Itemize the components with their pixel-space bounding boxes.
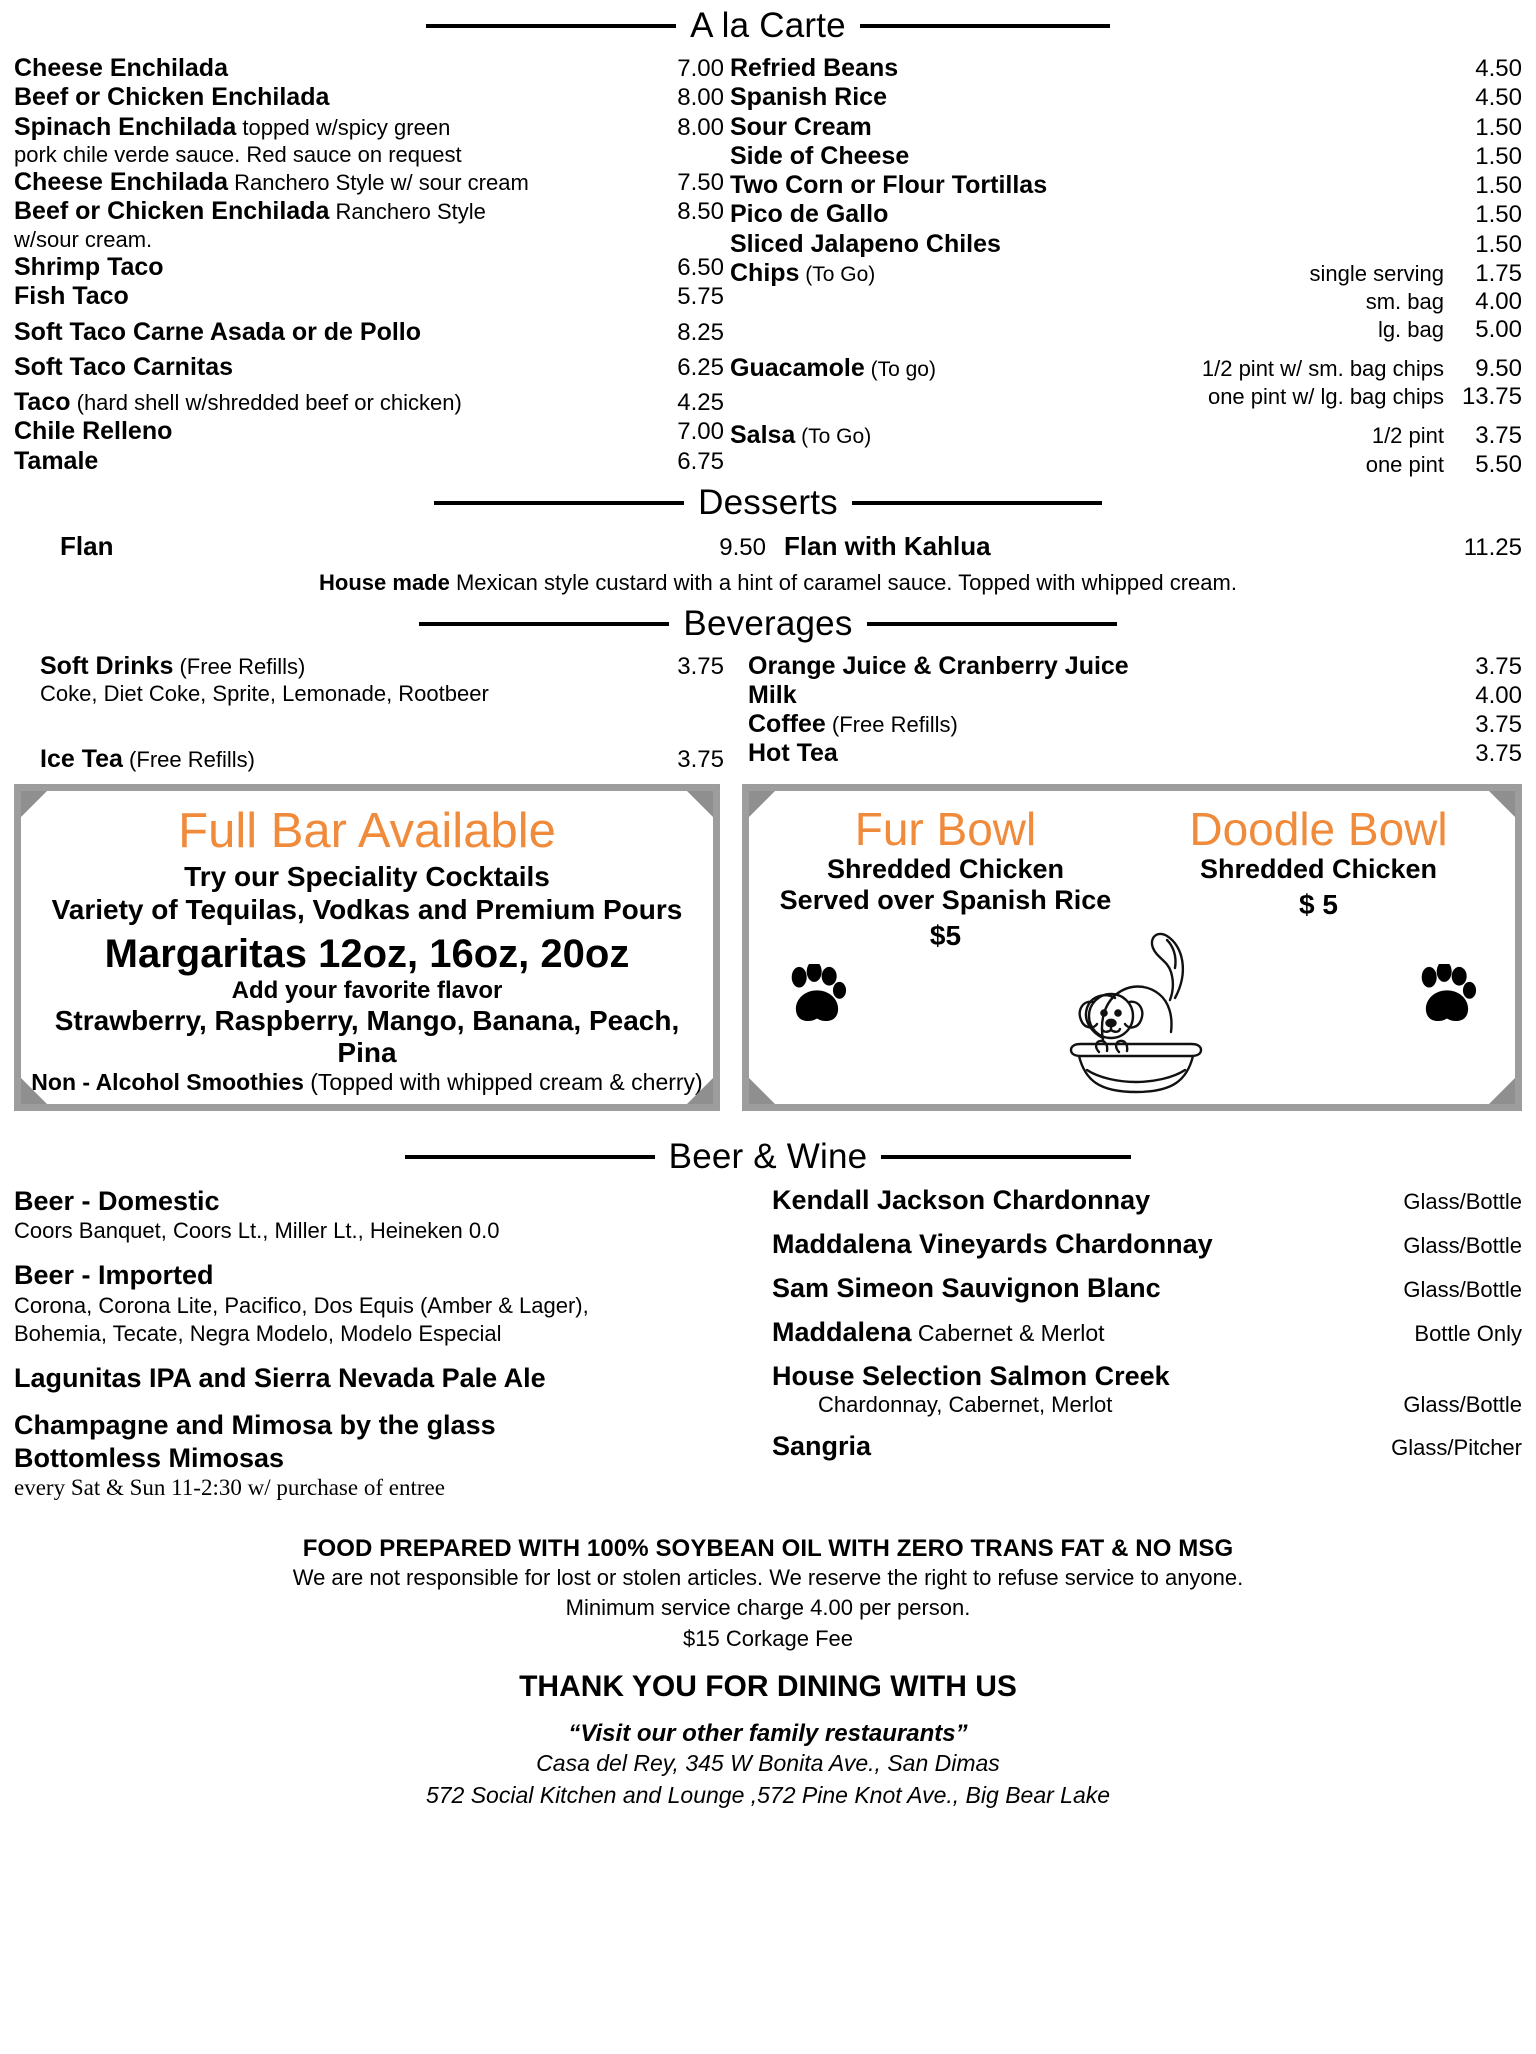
flavors-line: Strawberry, Raspberry, Mango, Banana, Peach, Pina [54,1004,680,1068]
beverage-row [730,739,1522,768]
beverage-row [14,745,724,774]
beverage-row [730,652,1522,681]
menu-item-description: (hard shell w/shredded beef or chicken) [70,390,462,416]
champagne-line1: Champagne and Mimosa by the glass [14,1409,496,1440]
footer-service-charge: Minimum service charge 4.00 per person. [565,1595,971,1621]
footer-corkage-fee: $15 Corkage Fee [683,1625,853,1651]
dessert-name-flan-kahlua: Flan with Kahlua [784,530,991,561]
menu-item-name: Chips (To Go) [730,258,876,287]
wine-name: Kendall Jackson Chardonnay [772,1184,1151,1215]
menu-item-price: 4.50 [1475,55,1522,82]
menu-item-row [14,447,724,476]
menu-item-price: 8.25 [677,318,724,346]
beer-column [14,1185,754,1501]
wine-row [772,1431,1522,1462]
menu-item-subdescription: w/sour cream. [14,226,153,252]
full-bar-promo-box [14,784,720,1111]
beverage-price: 3.75 [677,652,724,680]
footer-liability-notice: We are not responsible for lost or stolen articles. We reserve the right to refuse service to anyone. [292,1564,1244,1590]
menu-item-name: Two Corn or Flour Tortillas [730,171,1048,199]
rule-right [867,622,1117,626]
menu-item-price: 4.50 [1475,84,1522,112]
smoothies-rest: (Topped with whipped cream & cherry) [303,1068,703,1095]
corner-ornament-bottom-right [1489,1078,1515,1104]
menu-item-price: 6.50 [677,254,724,282]
menu-item-price: 9.50 [1475,355,1522,383]
fur-bowl-line1: Shredded Chicken [826,853,1065,884]
menu-item-price: 8.50 [677,198,724,226]
menu-item-name: Guacamole (To go) [730,354,936,383]
menu-item-size-option: one pint [1365,451,1444,477]
menu-item-price: 3.75 [1475,422,1522,450]
menu-item-price: 7.00 [677,55,724,82]
wine-row-group [772,1361,1522,1418]
doodle-bowl-line1: Shredded Chicken [1199,853,1438,884]
menu-item-description: Ranchero Style [329,199,486,225]
footer-address-1: Casa del Rey, 345 W Bonita Ave., San Dimas [536,1749,1000,1776]
menu-item-name: Shrimp Taco [14,253,164,282]
section-title: Beverages [683,603,853,643]
beverage-name: Coffee (Free Refills) [748,709,958,738]
menu-item-name: Beef or Chicken Enchilada [14,83,330,112]
dessert-note-rest: Mexican style custard with a hint of caramel sauce. Topped with whipped cream. [449,569,1237,595]
menu-item-name: Cheese Enchilada [14,54,228,82]
menu-item-row [730,288,1522,316]
smoothies-line [31,1069,703,1096]
rule-right [852,501,1102,505]
beverage-row [730,710,1522,739]
menu-item-row [730,200,1522,229]
menu-item-price: 4.25 [677,389,724,417]
menu-item-name: Tamale [14,446,99,475]
dessert-price-flan: 9.50 [719,533,766,561]
rule-left [426,24,676,28]
fur-bowl-title: Fur Bowl [854,802,1037,855]
menu-item-row [14,353,724,382]
wine-row [772,1229,1522,1260]
menu-item-description: Ranchero Style w/ sour cream [227,170,529,196]
beverage-name: Ice Tea (Free Refills) [40,744,255,773]
menu-item-name: Cheese Enchilada Ranchero Style w/ sour cream [14,168,529,197]
beverage-name: Soft Drinks (Free Refills) [40,651,306,680]
menu-item-row [730,142,1522,171]
menu-item-size-option: single serving [1309,260,1444,286]
beverages-left-column [14,652,724,774]
menu-item-price: 1.50 [1475,142,1522,170]
menu-item-name: Sliced Jalapeno Chiles [730,229,1001,258]
beverage-row [730,681,1522,710]
wine-name: Maddalena Cabernet & Merlot [772,1316,1105,1347]
wine-serving-option: Glass/Bottle [1403,1188,1522,1214]
menu-item-price: 7.00 [677,418,724,446]
menu-item-subdescription: pork chile verde sauce. Red sauce on request [14,141,462,167]
add-flavor-line: Add your favorite flavor [231,976,503,1004]
menu-item-price: 5.00 [1475,316,1522,344]
beverages-columns [14,652,1522,774]
beverage-price: 3.75 [1475,652,1522,680]
menu-item-name: Beef or Chicken Enchilada Ranchero Style [14,197,486,226]
beverage-row [14,652,724,681]
menu-item-name: Spanish Rice [730,83,887,112]
section-title: A la Carte [690,6,846,45]
rule-right [881,1155,1131,1159]
dessert-note [14,570,1522,596]
paw-and-dog-art-row [759,952,1505,1048]
menu-item-name: Side of Cheese [730,141,910,170]
wine-row [772,1185,1522,1216]
spacer [14,707,724,745]
beer-imported-list-line2: Bohemia, Tecate, Negra Modelo, Modelo Especial [14,1320,502,1346]
paw-print-icon [787,964,847,1026]
dessert-note-bold: House made [319,569,450,595]
beverage-price: 3.75 [677,745,724,773]
menu-item-row [14,388,724,417]
beer-imported-heading: Beer - Imported [14,1260,214,1291]
menu-item-row [730,354,1522,383]
full-bar-line2: Variety of Tequilas, Vodkas and Premium Pours [51,893,683,925]
spacer [730,344,1522,354]
menu-page [0,6,1536,2054]
rule-right [860,24,1110,28]
menu-item-name: Salsa (To Go) [730,421,872,450]
footer [14,1535,1522,1812]
dessert-name-flan: Flan [60,530,114,561]
menu-item-description: topped w/spicy green [236,114,451,140]
menu-item-price: 1.50 [1475,172,1522,199]
menu-item-price: 5.75 [677,283,724,311]
menu-item-size-option: one pint w/ lg. bag chips [1207,384,1444,410]
menu-item-row [730,83,1522,112]
menu-item-row [14,54,724,83]
champagne-line2: Bottomless Mimosas [14,1442,285,1473]
menu-item-price: 13.75 [1461,383,1522,411]
dog-with-bowl-illustration [1007,920,1257,1100]
wine-serving-option: Bottle Only [1414,1320,1522,1346]
corner-ornament-top-right [1489,791,1515,817]
fur-bowl-price: $5 [929,920,962,952]
footer-oil-notice: FOOD PREPARED WITH 100% SOYBEAN OIL WITH ZERO TRANS FAT & NO MSG [302,1534,1234,1562]
menu-item-price: 1.75 [1475,259,1522,287]
beverage-name: Orange Juice & Cranberry Juice [748,651,1129,680]
menu-item-price: 7.50 [677,169,724,197]
wine-row [772,1273,1522,1304]
section-header-beverages [14,604,1522,644]
rule-left [419,622,669,626]
beverage-price: 4.00 [1475,681,1522,709]
wine-name: Sangria [772,1430,872,1461]
wine-name: Sam Simeon Sauvignon Blanc [772,1272,1161,1303]
menu-item-row [14,282,724,311]
menu-item-name: Sour Cream [730,112,872,141]
fur-bowl-line2: Served over Spanish Rice [779,884,1112,915]
menu-item-name: Fish Taco [14,282,129,311]
menu-item-row [14,168,724,197]
menu-item-row [730,383,1522,411]
beverage-description: (Free Refills) [173,653,306,679]
menu-item-name: Taco (hard shell w/shredded beef or chicken) [14,388,462,417]
menu-item-row [14,83,724,112]
menu-item-row [730,113,1522,142]
menu-item-price: 4.00 [1475,288,1522,315]
beverage-price: 3.75 [1475,710,1522,738]
menu-item-price: 6.75 [677,447,724,475]
menu-item-price: 1.50 [1475,113,1522,141]
menu-item-name: Refried Beans [730,54,899,82]
wine-row [772,1317,1522,1348]
section-title: Desserts [698,482,838,522]
menu-item-description: (To Go) [795,425,872,449]
section-title: Beer & Wine [668,1136,868,1176]
wine-variety-line [772,1392,1522,1418]
wine-column [754,1185,1522,1501]
a-la-carte-columns [14,54,1522,479]
menu-item-row [730,259,1522,288]
menu-item-name: Chile Relleno [14,417,173,446]
wine-varieties: Chardonnay, Cabernet, Merlot [818,1391,1113,1417]
a-la-carte-left-column [14,54,724,479]
corner-ornament-bottom-left [749,1078,775,1104]
menu-item-price: 8.00 [677,84,724,112]
menu-item-row [14,318,724,347]
beer-wine-columns [14,1185,1522,1501]
menu-item-name: Soft Taco Carne Asada or de Pollo [14,317,422,346]
menu-item-price: 8.00 [677,113,724,141]
menu-item-row [730,451,1522,479]
menu-item-size-option: lg. bag [1377,317,1444,343]
wine-serving-option: Glass/Bottle [1403,1232,1522,1258]
beer-domestic-list: Coors Banquet, Coors Lt., Miller Lt., Heineken 0.0 [14,1218,500,1244]
spacer [730,411,1522,421]
menu-item-name: Pico de Gallo [730,200,889,229]
beverage-price: 3.75 [1475,739,1522,767]
corner-ornament-top-left [21,791,47,817]
menu-item-description: (To Go) [799,262,876,286]
wine-name: Maddalena Vineyards Chardonnay [772,1228,1213,1259]
full-bar-line1: Try our Speciality Cocktails [184,860,550,892]
beverage-description: (Free Refills) [825,711,958,737]
promo-boxes [14,784,1522,1111]
corner-ornament-top-right [687,791,713,817]
beverage-name: Hot Tea [748,738,838,767]
wine-name-line: House Selection Salmon Creek [772,1360,1170,1391]
rule-left [434,501,684,505]
full-bar-title: Full Bar Available [178,803,556,858]
menu-item-row [730,230,1522,259]
corner-ornament-top-left [749,791,775,817]
a-la-carte-right-column [724,54,1522,479]
champagne-note: every Sat & Sun 11-2:30 w/ purchase of entree [14,1474,445,1500]
menu-item-row [730,171,1522,200]
beer-imported-list-line1: Corona, Corona Lite, Pacifico, Dos Equis (Amber & Lager), [14,1292,589,1318]
dessert-price-flan-kahlua: 11.25 [1463,533,1522,561]
menu-item-name: Soft Taco Carnitas [14,352,234,381]
corner-ornament-bottom-right [687,1078,713,1104]
doodle-bowl-title: Doodle Bowl [1189,802,1448,855]
section-header-desserts [14,483,1522,523]
menu-item-row [14,113,724,142]
menu-item-row [14,253,724,282]
smoothies-bold: Non - Alcohol Smoothies [31,1068,304,1095]
menu-item-size-option: 1/2 pint w/ sm. bag chips [1201,356,1444,382]
menu-item-price: 1.50 [1475,201,1522,229]
beer-domestic-heading: Beer - Domestic [14,1185,220,1216]
footer-address-2: 572 Social Kitchen and Lounge ,572 Pine Knot Ave., Big Bear Lake [425,1781,1111,1808]
rule-left [405,1155,655,1159]
wine-description: Cabernet & Merlot [911,1319,1105,1346]
menu-item-price: 5.50 [1475,450,1522,478]
wine-serving-option: Glass/Bottle [1403,1276,1522,1302]
wine-serving-option: Glass/Bottle [1403,1391,1522,1417]
beverages-right-column [724,652,1522,774]
section-header-a-la-carte [14,6,1522,46]
menu-item-price: 1.50 [1475,230,1522,258]
doodle-bowl-price: $ 5 [1299,888,1338,920]
wine-serving-option: Glass/Pitcher [1391,1434,1522,1460]
menu-item-row [730,421,1522,450]
paw-print-icon [1417,964,1477,1026]
menu-item-size-option: 1/2 pint [1371,423,1444,449]
corner-ornament-bottom-left [21,1078,47,1104]
dessert-row [14,531,1522,562]
craft-beer-line: Lagunitas IPA and Sierra Nevada Pale Ale [14,1363,546,1394]
menu-item-row [730,54,1522,83]
beverage-name: Milk [748,680,797,709]
margaritas-line: Margaritas 12oz, 16oz, 20oz [104,931,630,976]
pet-bowls-promo-box [742,784,1522,1111]
menu-item-name: Spinach Enchilada topped w/spicy green [14,112,451,141]
menu-item-row [14,197,724,226]
menu-item-description: (To go) [864,358,936,382]
menu-item-row [14,417,724,446]
beverage-subdescription: Coke, Diet Coke, Sprite, Lemonade, Rootbeer [40,680,489,706]
menu-item-size-option: sm. bag [1365,289,1444,314]
section-header-beer-wine [14,1137,1522,1177]
menu-item-row [730,316,1522,344]
beverage-description: (Free Refills) [122,746,255,772]
footer-thank-you: THANK YOU FOR DINING WITH US [519,1669,1017,1703]
footer-visit-heading: “Visit our other family restaurants” [568,1719,968,1747]
menu-item-price: 6.25 [677,353,724,381]
